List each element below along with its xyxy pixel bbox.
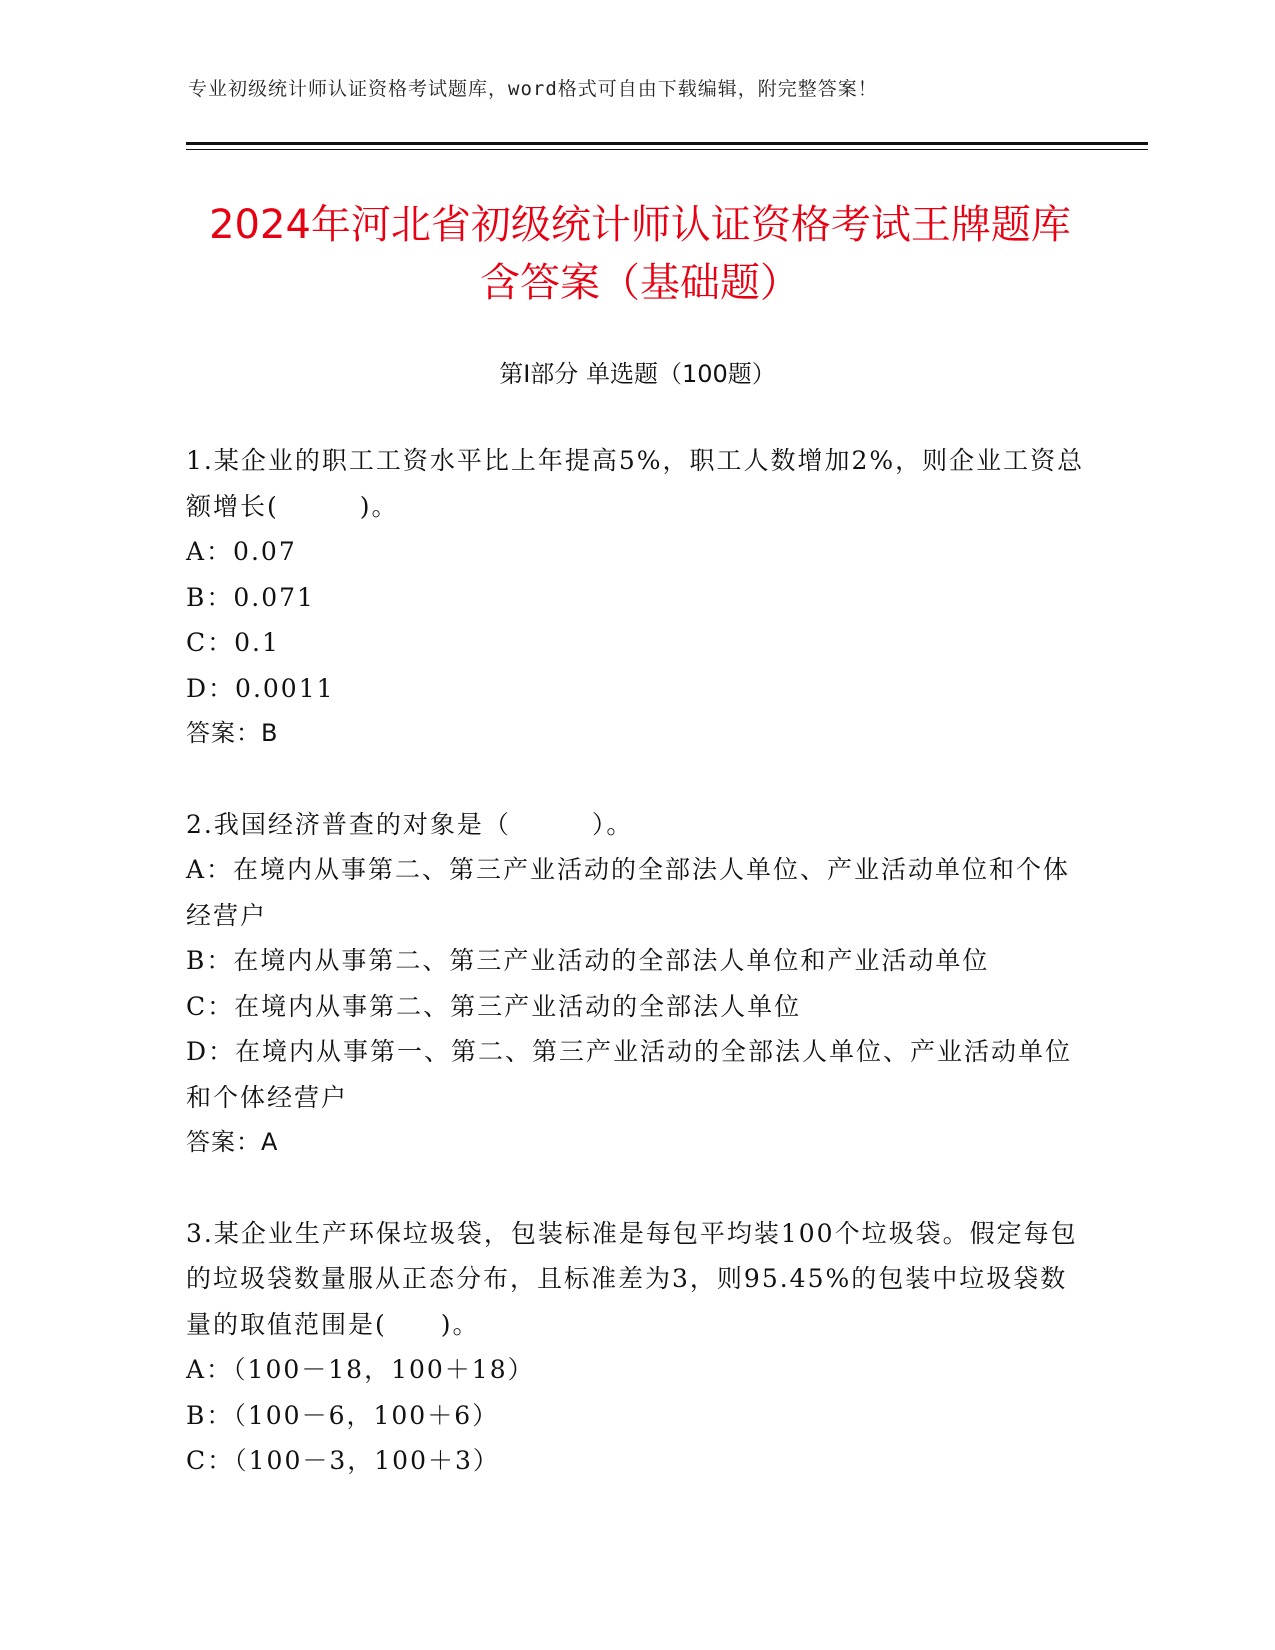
answer: 答案：A	[186, 1128, 279, 1156]
question-list	[186, 438, 1086, 1529]
option-c: C：（100－3，100＋3）	[186, 1446, 500, 1475]
option-a: A：0.07	[186, 537, 297, 566]
header-rule-thick	[186, 142, 1148, 145]
question-2	[186, 802, 1086, 1166]
question-text: 1.某企业的职工工资水平比上年提高5%，职工人数增加2%，则企业工资总额增长( )。	[186, 446, 1085, 521]
question-text: 3.某企业生产环保垃圾袋，包装标准是每包平均装100个垃圾袋。假定每包的垃圾袋数量服从正态分布，且标准差为3，则95.45%的包装中垃圾袋数量的取值范围是( )。	[186, 1218, 1078, 1339]
section-title: 第Ⅰ部分 单选题（100题）	[499, 360, 776, 388]
option-b: B：0.071	[186, 582, 315, 612]
question-1	[186, 438, 1086, 757]
answer: 答案：B	[186, 719, 279, 747]
option-d: D：0.0011	[186, 673, 335, 703]
question-text: 2.我国经济普查的对象是（ ）。	[186, 809, 634, 839]
document-title: 2024年河北省初级统计师认证资格考试王牌题库含答案（基础题）	[209, 202, 1071, 306]
header-note: 专业初级统计师认证资格考试题库，word格式可自由下载编辑，附完整答案！	[188, 78, 878, 100]
option-c: C：在境内从事第二、第三产业活动的全部法人单位	[186, 991, 802, 1021]
option-d: D：在境内从事第一、第二、第三产业活动的全部法人单位、产业活动单位和个体经营户	[186, 1037, 1073, 1112]
option-b: B：在境内从事第二、第三产业活动的全部法人单位和产业活动单位	[186, 946, 990, 975]
header-rule-thin	[186, 149, 1148, 150]
question-3	[186, 1211, 1086, 1484]
option-c: C：0.1	[186, 628, 280, 657]
option-b: B：（100－6，100＋6）	[186, 1400, 500, 1430]
option-a: A：在境内从事第二、第三产业活动的全部法人单位、产业活动单位和个体经营户	[186, 855, 1071, 930]
option-a: A：（100－18，100＋18）	[186, 1355, 535, 1384]
